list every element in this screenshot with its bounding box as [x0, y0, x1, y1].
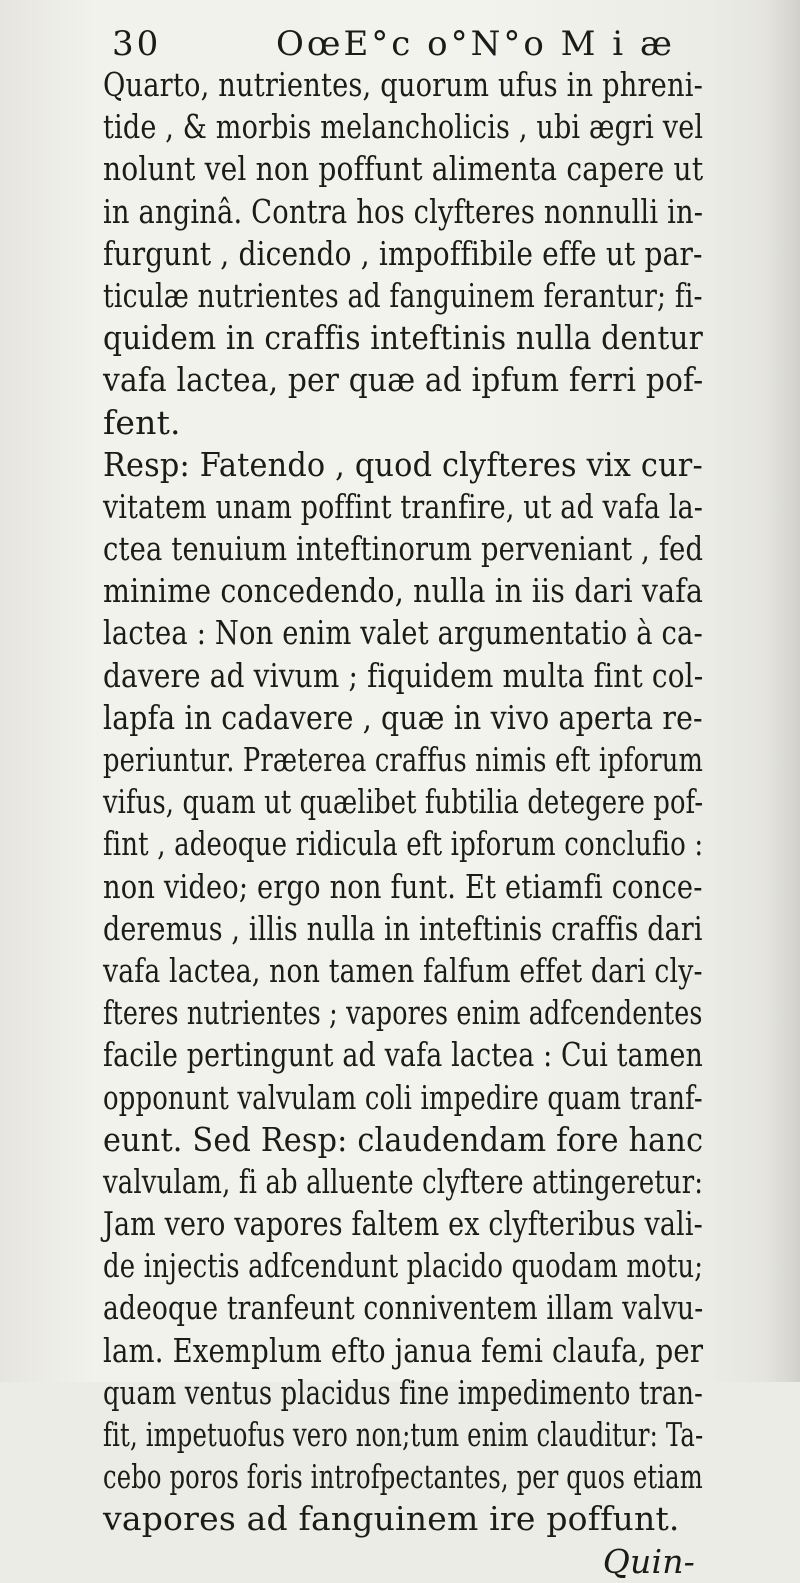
text-line: ticulæ nutrientes ad fanguinem ferantur; fi-	[103, 275, 703, 315]
text-line: vitatem unam poffint tranfire, ut ad vafa la-	[103, 486, 704, 526]
text-line: opponunt valvulam coli impedire quam tranf-	[103, 1077, 703, 1117]
text-line: fteres nutrientes ; vapores enim adfcendentes	[103, 993, 703, 1033]
text-line: Jam vero vapores faltem ex clyfteribus vali-	[103, 1204, 703, 1244]
text-line: quam ventus placidus fine impedimento tran-	[103, 1372, 703, 1412]
text-line: valvulam, fi ab alluente clyftere attingeretur:	[103, 1161, 704, 1201]
text-line: non video; ergo non funt. Et etiamfi conce-	[103, 866, 703, 906]
text-line: periuntur. Præterea craffus nimis eft ipforum	[103, 740, 704, 779]
text-line: deremus , illis nulla in inteftinis craffis dari	[103, 908, 703, 948]
text-line: furgunt , dicendo , impoffibile effe ut par-	[103, 233, 703, 273]
text-line: cebo poros foris introfpectantes, per quos etiam	[103, 1457, 703, 1497]
page-edge-shadow	[762, 0, 800, 1382]
text-line: davere ad vivum ; fiquidem multa fint col-	[103, 655, 704, 695]
text-line: fint , adeoque ridicula eft ipforum conclufio :	[103, 824, 704, 864]
text-line: fit, impetuofus vero non;tum enim clauditur: Ta-	[103, 1415, 704, 1454]
running-title: OœE°c o°N°o M i æ	[276, 24, 675, 64]
catchword: Quin-	[602, 1541, 695, 1581]
text-line: eunt. Sed Resp: claudendam fore hanc	[103, 1119, 704, 1159]
text-line: lapfa in cadavere , quæ in vivo aperta re-	[103, 697, 703, 737]
text-line: vapores ad fanguinem ire poffunt.	[103, 1499, 680, 1539]
text-line: minime concedendo, nulla in iis dari vafa	[103, 571, 704, 611]
text-line: ctea tenuium inteftinorum perveniant , fed	[103, 529, 704, 569]
text-line: Resp: Fatendo , quod clyfteres vix cur-	[103, 444, 703, 484]
text-line: nolunt vel non poffunt alimenta capere ut	[103, 149, 704, 189]
text-line: vifus, quam ut quælibet fubtilia detegere pof-	[103, 782, 704, 822]
text-line: quidem in craffis inteftinis nulla dentur	[103, 318, 704, 358]
text-line: facile pertingunt ad vafa lactea : Cui tamen	[103, 1035, 703, 1075]
text-line: lactea : Non enim valet argumentatio à ca-	[103, 613, 703, 653]
page-number: 30	[112, 24, 162, 64]
text-line: tide , & morbis melancholicis , ubi ægri vel	[103, 107, 704, 147]
text-line: Quarto, nutrientes, quorum ufus in phreni-	[103, 65, 703, 104]
text-line: fent.	[103, 402, 181, 442]
body-text	[103, 64, 703, 1583]
text-line: vafa lactea, non tamen falfum effet dari cly-	[103, 950, 703, 990]
text-line: lam. Exemplum efto janua femi claufa, per	[103, 1330, 704, 1370]
text-line: vafa lactea, per quæ ad ipfum ferri pof-	[103, 360, 704, 400]
text-line: in anginâ. Contra hos clyfteres nonnulli in-	[103, 191, 704, 231]
text-line: de injectis adfcendunt placido quodam motu;	[103, 1246, 704, 1286]
text-line: adeoque tranfeunt conniventem illam valvu-	[103, 1288, 704, 1328]
